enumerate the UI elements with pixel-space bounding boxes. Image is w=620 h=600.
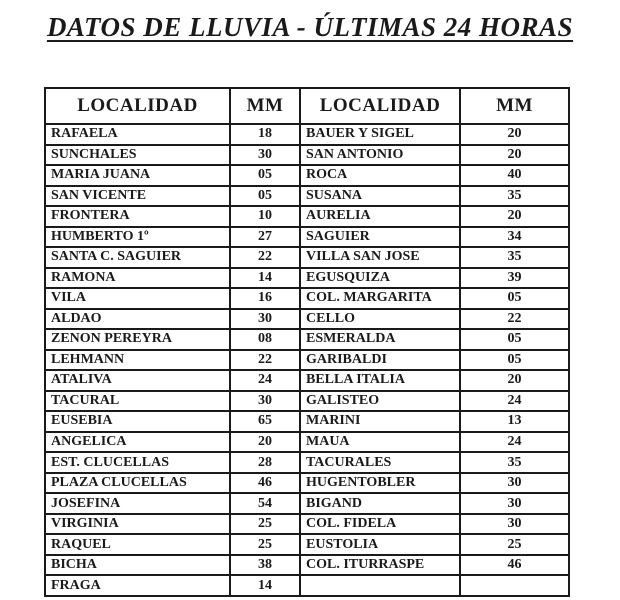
- localidad-cell: [300, 575, 460, 596]
- table-row: [45, 329, 569, 350]
- mm-cell: 05: [460, 329, 569, 350]
- table-row: [45, 145, 569, 166]
- table-row: [45, 473, 569, 494]
- mm-cell: 05: [230, 186, 300, 207]
- localidad-cell: BELLA ITALIA: [300, 370, 460, 391]
- localidad-cell: TACURALES: [300, 452, 460, 473]
- localidad-cell: ROCA: [300, 165, 460, 186]
- mm-cell: 24: [460, 391, 569, 412]
- localidad-cell: FRONTERA: [45, 206, 230, 227]
- table-row: [45, 350, 569, 371]
- localidad-cell: COL. MARGARITA: [300, 288, 460, 309]
- localidad-cell: EUSTOLIA: [300, 534, 460, 555]
- localidad-cell: ALDAO: [45, 309, 230, 330]
- mm-cell: 30: [460, 473, 569, 494]
- table-row: [45, 165, 569, 186]
- table-row: [45, 247, 569, 268]
- mm-cell: 35: [460, 186, 569, 207]
- localidad-cell: ANGELICA: [45, 432, 230, 453]
- table-row: [45, 309, 569, 330]
- mm-cell: 22: [230, 350, 300, 371]
- table-row: [45, 534, 569, 555]
- localidad-cell: LEHMANN: [45, 350, 230, 371]
- mm-cell: 46: [460, 555, 569, 576]
- localidad-cell: HUGENTOBLER: [300, 473, 460, 494]
- mm-cell: 18: [230, 124, 300, 145]
- localidad-cell: ATALIVA: [45, 370, 230, 391]
- mm-cell: 34: [460, 227, 569, 248]
- localidad-cell: MARIA JUANA: [45, 165, 230, 186]
- localidad-cell: JOSEFINA: [45, 493, 230, 514]
- mm-cell: 10: [230, 206, 300, 227]
- localidad-cell: RAMONA: [45, 268, 230, 289]
- localidad-cell: BAUER Y SIGEL: [300, 124, 460, 145]
- localidad-cell: AURELIA: [300, 206, 460, 227]
- localidad-cell: SAGUIER: [300, 227, 460, 248]
- mm-cell: 25: [230, 514, 300, 535]
- localidad-cell: SUNCHALES: [45, 145, 230, 166]
- table-row: [45, 391, 569, 412]
- table-row: [45, 370, 569, 391]
- mm-cell: 54: [230, 493, 300, 514]
- localidad-cell: VILLA SAN JOSE: [300, 247, 460, 268]
- table-header: [45, 88, 569, 124]
- mm-cell: 13: [460, 411, 569, 432]
- mm-cell: 20: [460, 124, 569, 145]
- mm-cell: 38: [230, 555, 300, 576]
- mm-cell: 05: [460, 288, 569, 309]
- mm-cell: 08: [230, 329, 300, 350]
- page-title: DATOS DE LLUVIA - ÚLTIMAS 24 HORAS: [46, 12, 574, 42]
- table-row: [45, 432, 569, 453]
- mm-cell: 65: [230, 411, 300, 432]
- table-row: [45, 514, 569, 535]
- localidad-cell: BIGAND: [300, 493, 460, 514]
- table-row: [45, 186, 569, 207]
- table-row: [45, 575, 569, 596]
- localidad-cell: RAQUEL: [45, 534, 230, 555]
- localidad-cell: COL. FIDELA: [300, 514, 460, 535]
- column-header-mm-left: MM: [230, 88, 300, 124]
- column-header-localidad-left: LOCALIDAD: [45, 88, 230, 124]
- mm-cell: 22: [460, 309, 569, 330]
- mm-cell: 05: [230, 165, 300, 186]
- column-header-mm-right: MM: [460, 88, 569, 124]
- mm-cell: 30: [230, 309, 300, 330]
- localidad-cell: EST. CLUCELLAS: [45, 452, 230, 473]
- localidad-cell: COL. ITURRASPE: [300, 555, 460, 576]
- mm-cell: 20: [230, 432, 300, 453]
- localidad-cell: MAUA: [300, 432, 460, 453]
- localidad-cell: SANTA C. SAGUIER: [45, 247, 230, 268]
- localidad-cell: SAN VICENTE: [45, 186, 230, 207]
- table-row: [45, 206, 569, 227]
- mm-cell: 05: [460, 350, 569, 371]
- localidad-cell: SUSANA: [300, 186, 460, 207]
- table-row: [45, 452, 569, 473]
- localidad-cell: ZENON PEREYRA: [45, 329, 230, 350]
- localidad-cell: GALISTEO: [300, 391, 460, 412]
- column-header-localidad-right: LOCALIDAD: [300, 88, 460, 124]
- mm-cell: 46: [230, 473, 300, 494]
- mm-cell: 25: [230, 534, 300, 555]
- mm-cell: 22: [230, 247, 300, 268]
- mm-cell: 39: [460, 268, 569, 289]
- table-row: [45, 555, 569, 576]
- mm-cell: 20: [460, 370, 569, 391]
- mm-cell: 16: [230, 288, 300, 309]
- table-row: [45, 288, 569, 309]
- rainfall-table: [44, 87, 570, 597]
- header-row: [45, 88, 569, 124]
- localidad-cell: FRAGA: [45, 575, 230, 596]
- table-row: [45, 227, 569, 248]
- table-row: [45, 493, 569, 514]
- localidad-cell: EUSEBIA: [45, 411, 230, 432]
- localidad-cell: HUMBERTO 1º: [45, 227, 230, 248]
- mm-cell: 40: [460, 165, 569, 186]
- mm-cell: 35: [460, 247, 569, 268]
- mm-cell: 20: [460, 145, 569, 166]
- localidad-cell: MARINI: [300, 411, 460, 432]
- mm-cell: 28: [230, 452, 300, 473]
- mm-cell: 25: [460, 534, 569, 555]
- mm-cell: [460, 575, 569, 596]
- localidad-cell: CELLO: [300, 309, 460, 330]
- localidad-cell: RAFAELA: [45, 124, 230, 145]
- localidad-cell: SAN ANTONIO: [300, 145, 460, 166]
- mm-cell: 35: [460, 452, 569, 473]
- mm-cell: 24: [230, 370, 300, 391]
- table-row: [45, 268, 569, 289]
- mm-cell: 30: [230, 145, 300, 166]
- mm-cell: 14: [230, 268, 300, 289]
- localidad-cell: GARIBALDI: [300, 350, 460, 371]
- localidad-cell: EGUSQUIZA: [300, 268, 460, 289]
- localidad-cell: TACURAL: [45, 391, 230, 412]
- table-row: [45, 411, 569, 432]
- localidad-cell: VIRGINIA: [45, 514, 230, 535]
- mm-cell: 27: [230, 227, 300, 248]
- localidad-cell: PLAZA CLUCELLAS: [45, 473, 230, 494]
- mm-cell: 30: [460, 514, 569, 535]
- table-row: [45, 124, 569, 145]
- mm-cell: 20: [460, 206, 569, 227]
- mm-cell: 24: [460, 432, 569, 453]
- localidad-cell: ESMERALDA: [300, 329, 460, 350]
- mm-cell: 30: [460, 493, 569, 514]
- localidad-cell: BICHA: [45, 555, 230, 576]
- mm-cell: 14: [230, 575, 300, 596]
- mm-cell: 30: [230, 391, 300, 412]
- localidad-cell: VILA: [45, 288, 230, 309]
- table-body: [45, 124, 569, 596]
